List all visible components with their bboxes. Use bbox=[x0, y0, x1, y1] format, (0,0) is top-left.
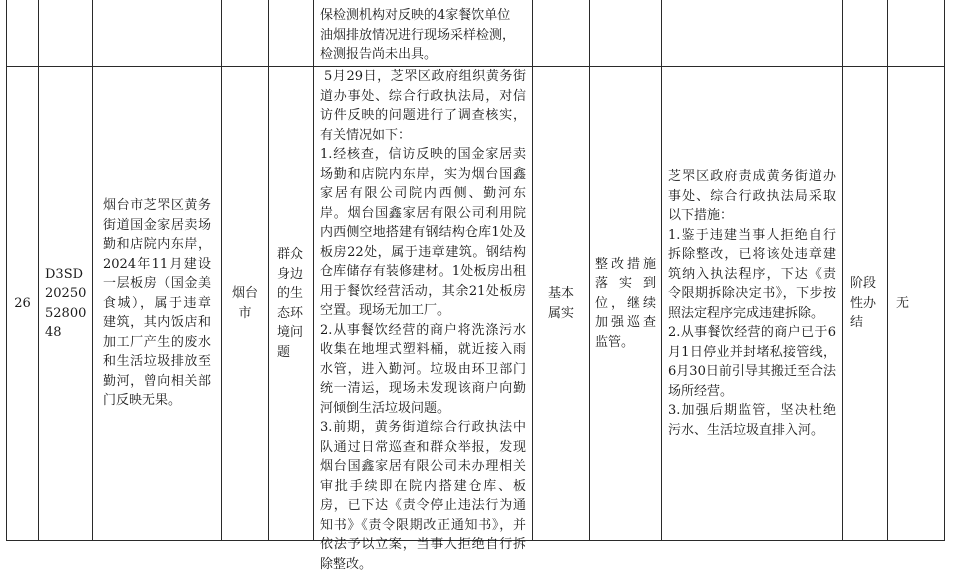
category-cell bbox=[269, 67, 313, 540]
row-index-cell bbox=[7, 67, 38, 540]
case-id-cell bbox=[39, 67, 92, 540]
col-border bbox=[944, 0, 945, 541]
verification-continued-cell bbox=[314, 6, 532, 66]
finding-text: 基本属实 bbox=[547, 286, 574, 321]
measures-paragraph: 芝罘区政府责成黄务街道办事处、综合行政执法局采取以下措施： bbox=[668, 169, 836, 223]
verification-continued-line: 检测报告尚未出具。 bbox=[320, 47, 438, 62]
accountability-text: 无 bbox=[896, 295, 910, 311]
verification-paragraph: 2.从事餐饮经营的商户将洗涤污水收集在地埋式塑料桶，就近接入雨水管，进入勤河。垃圾由环卫部门统一清运，现场未发现该商户向勤河倾倒生活垃圾问题。 bbox=[320, 322, 526, 416]
verification-paragraph: 1.经核查，信访反映的国金家居卖场勤和店院内东岸，实为烟台国鑫家居有限公司院内西侧、勤河东岸。烟台国鑫家居有限公司利用院内西侧空地搭建有钢结构仓库1处及板房22处，属于违章建筑。钢结构仓库储存有装修建材。1处板房出租用于餐饮经营活动，其余21处板房空置。现场无加工厂。 bbox=[320, 147, 526, 318]
finding-cell bbox=[533, 67, 589, 540]
measures-cell bbox=[662, 67, 842, 540]
complaint-text: 烟台市芝罘区黄务街道国金家居卖场勤和店院内东岸，2024年11月建设一层板房（国金美食城），属于违章建筑，其内饭店和加工厂产生的废水和生活垃圾排放至勤河，曾向相关部门反映无果。 bbox=[103, 198, 211, 409]
verification-paragraph: 5月29日，芝罘区政府组织黄务街道办事处、综合行政执法局，对信访件反映的问题进行了调查核实，有关情况如下： bbox=[320, 69, 526, 143]
complaint-cell bbox=[93, 67, 221, 540]
measures-paragraph: 3.加强后期监管，坚决杜绝污水、生活垃圾直排入河。 bbox=[668, 403, 836, 438]
row-index: 26 bbox=[14, 295, 31, 311]
verification-cell bbox=[314, 67, 532, 572]
measures-paragraph: 2.从事餐饮经营的商户已于6月1日停业并封堵私接管线，6月30日前引导其搬迁至合法场所经营。 bbox=[668, 325, 836, 399]
status-text: 阶段性办结 bbox=[850, 276, 877, 331]
verification-continued-line: 油烟排放情况进行现场采样检测， bbox=[320, 27, 516, 43]
status-cell bbox=[843, 67, 887, 540]
verification-continued-line: 保检测机构对反映的4家餐饮单位 bbox=[320, 8, 511, 23]
rectification-cell bbox=[590, 67, 661, 540]
rectification-text: 整改措施落实到位，继续加强巡查监管。 bbox=[595, 256, 656, 350]
category-text: 群众身边的生态环境问题 bbox=[277, 247, 304, 360]
accountability-cell bbox=[888, 67, 944, 540]
verification-paragraph: 3.前期，黄务街道综合行政执法中队通过日常巡查和群众举报，发现烟台国鑫家居有限公司未办理相关审批手续即在院内搭建仓库、板房，已下达《责令停止违法行为通知书》《责令限期改正通知书》，并依法予以立案，当事人拒绝自行拆除整改。 bbox=[320, 420, 526, 572]
city-text: 烟台市 bbox=[231, 286, 258, 321]
city-cell bbox=[222, 67, 268, 540]
measures-paragraph: 1.鉴于违建当事人拒绝自行拆除整改，已将该处违章建筑纳入执法程序，下达《责令限期拆除决定书》，下步按照法定程序完成违建拆除。 bbox=[668, 227, 836, 321]
case-id: D3SD202505280048 bbox=[45, 266, 87, 340]
